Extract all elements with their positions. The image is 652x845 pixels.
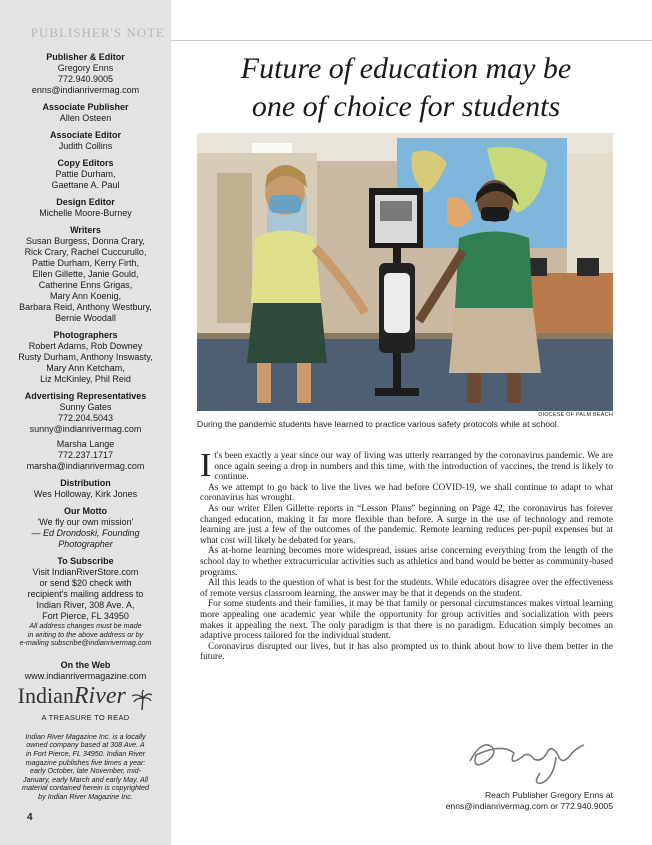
about-line: by Indian River Magazine Inc. (38, 791, 133, 801)
masthead-section (0, 102, 171, 124)
about-line: January, early March and early May. All (23, 774, 148, 784)
about-company (0, 733, 171, 802)
masthead-line: Mary Ann Koenig, (49, 291, 122, 301)
masthead-line: Judith Collins (58, 141, 113, 151)
paragraph: Coronavirus disrupted our lives, but it has also prompted us to think about how to live them better in the future. (200, 641, 613, 663)
photo-illustration (197, 133, 613, 411)
paragraph: As at-home learning becomes more widespread, issues arise concerning everything from the length of the school day to whether extracurricular activities such as athletics and band would be better as community-based programs. (200, 546, 613, 578)
subscribe-note: e-mailing subscribe@indianrivermag.com (19, 638, 152, 648)
subscribe-note: All address changes must be made (29, 621, 142, 630)
indian-river-logo (0, 682, 171, 723)
masthead-line: 772.204.5043 (57, 413, 114, 423)
logo-word-indian: Indian (17, 682, 74, 708)
section-label: PUBLISHER'S NOTE (30, 25, 165, 40)
motto-attribution-2: Photographer (58, 539, 113, 549)
masthead-line: Bernie Woodall (55, 313, 116, 323)
palm-tree-icon (131, 690, 153, 710)
masthead-section (0, 391, 171, 472)
about-line: magazine publishes five times a year: (25, 757, 146, 767)
paragraph: For some students and their families, it may be that family or personal circumstances makes virtual learning more appealing one academic year while the opportunity for group activities and socialization with peers makes it appealing the next. The only paradigm is that there is no paradigm. Education simply becomes an adaptive process tailored for the individual student. (200, 599, 613, 642)
motto-block (0, 506, 171, 550)
masthead-line: Pattie Durham, Kerry Firth, (31, 258, 140, 268)
masthead-line[interactable]: sunny@indianrivermag.com (29, 424, 142, 434)
masthead-heading: Copy Editors (57, 158, 114, 168)
subscribe-line: Fort Pierce, FL 34950 (42, 611, 129, 621)
paragraph: All this leads to the question of what is best for the students. While educators disagree over the effectiveness of remote versus classroom learning, the answer may be that it depends on the student. (200, 578, 613, 599)
masthead-section (0, 197, 171, 219)
article-title (196, 50, 616, 126)
header-rule (171, 40, 652, 41)
masthead-line: Pattie Durham, (55, 169, 116, 179)
sidebar-masthead (0, 0, 171, 845)
website-link[interactable]: www.indianrivermagazine.com (24, 670, 147, 681)
masthead-section (0, 330, 171, 385)
handwritten-signature (462, 733, 592, 788)
motto-heading: Our Motto (64, 506, 107, 516)
web-heading: On the Web (60, 659, 111, 670)
subscribe-block (0, 556, 171, 648)
about-line: material contained herein is copyrighted (21, 783, 150, 793)
paragraph: As our writer Ellen Gillette reports in “Lesson Plans” beginning on Page 42, the coronavirus has forever changed education, making it far more flexible than before. A surge in the use of technology and remote learning are just a few of the outcomes of the pandemic. Remote learning reduces per-pupil expenses but at what cost will likely be debated for years. (200, 503, 613, 546)
masthead-line: Robert Adams, Rob Downey (28, 341, 143, 351)
masthead-line: Barbara Reid, Anthony Westbury, (19, 302, 152, 312)
masthead-line: Wes Holloway, Kirk Jones (33, 489, 138, 499)
drop-cap: I (200, 447, 212, 484)
signoff (430, 790, 613, 811)
masthead-line: Rick Crary, Rachel Cuccurullo, (24, 247, 147, 257)
about-line: owned company based at 308 Ave. A (26, 740, 145, 750)
motto-text: 'We fly our own mission' (37, 517, 134, 527)
masthead-section (0, 130, 171, 152)
masthead-heading: Photographers (53, 330, 118, 340)
subscribe-note: in writing to the above address or by (27, 629, 144, 639)
masthead-heading: Design Editor (56, 197, 115, 207)
masthead-credits (0, 52, 171, 802)
masthead-line: Sunny Gates (59, 402, 112, 412)
masthead-section (0, 52, 171, 96)
masthead-line: Marsha Lange (56, 439, 115, 449)
photo-caption: During the pandemic students have learned to practice various safety protocols while at school. (197, 419, 560, 429)
masthead-line: Allen Osteen (59, 113, 112, 123)
title-line-1: Future of education may be (240, 52, 572, 85)
masthead-line: 772.237.1717 (57, 450, 114, 460)
masthead-heading: Publisher & Editor (46, 52, 125, 62)
masthead-heading: Associate Publisher (42, 102, 129, 112)
subscribe-line: Visit IndianRiverStore.com (32, 567, 139, 577)
masthead-section (0, 158, 171, 191)
signoff-line-2: enns@indianrivermag.com or 772.940.9005 (445, 800, 613, 811)
subscribe-heading: To Subscribe (57, 556, 114, 566)
subscribe-line: recipient's mailing address to (27, 589, 144, 599)
masthead-heading: Associate Editor (49, 130, 122, 140)
masthead-line: Catherine Enns Grigas, (38, 280, 133, 290)
masthead-line: Gaettane A. Paul (51, 180, 120, 190)
subscribe-line: Indian River, 308 Ave. A, (36, 600, 135, 610)
masthead-line: Rusty Durham, Anthony Inswasty, (18, 352, 153, 362)
masthead-section (0, 225, 171, 324)
signoff-line-1: Reach Publisher Gregory Enns at (484, 790, 613, 800)
masthead-line[interactable]: marsha@indianrivermag.com (26, 461, 145, 471)
masthead-heading: Distribution (60, 478, 111, 488)
motto-attribution: — Ed Drondoski, Founding (31, 528, 140, 538)
about-line: in Fort Pierce, FL 34950. Indian River (25, 748, 146, 758)
title-line-2: one of choice for students (251, 90, 561, 123)
masthead-line: Gregory Enns (57, 63, 114, 73)
about-line: early October, late November, mid- (29, 766, 142, 776)
classroom-photo (197, 133, 613, 411)
masthead-heading: Advertising Representatives (24, 391, 147, 401)
masthead-line: 772.940.9005 (57, 74, 114, 84)
logo-word-river: River (73, 682, 126, 709)
masthead-line: Susan Burgess, Donna Crary, (26, 236, 145, 246)
web-block (0, 660, 171, 682)
masthead-line: Mary Ann Ketcham, (46, 363, 125, 373)
masthead-line[interactable]: enns@indianrivermag.com (31, 85, 140, 95)
masthead-section (0, 478, 171, 500)
article-body (200, 447, 613, 663)
logo-tagline: A TREASURE TO READ (41, 712, 130, 722)
paragraph: It's been exactly a year since our way of living was utterly rearranged by the coronavirus pandemic. We are once again seeing a drop in numbers and this time, with the introduction of vaccines, the trend is likely to continue. (200, 447, 613, 484)
paragraph: As we attempt to go back to live the lives we had before COVID-19, we shall continue to adapt to what coronavirus has wrought. (200, 482, 613, 504)
subscribe-line: or send $20 check with (39, 578, 132, 588)
photo-credit: DIOCESE OF PALM BEACH (538, 412, 613, 418)
about-line: Indian River Magazine Inc. is a locally (25, 731, 146, 741)
masthead-line: Liz McKinley, Phil Reid (40, 374, 131, 384)
masthead-heading: Writers (70, 225, 101, 235)
page-number: 4 (27, 812, 33, 823)
masthead-line: Michelle Moore-Burney (39, 208, 132, 218)
masthead-line: Ellen Gillette, Janie Gould, (32, 269, 139, 279)
